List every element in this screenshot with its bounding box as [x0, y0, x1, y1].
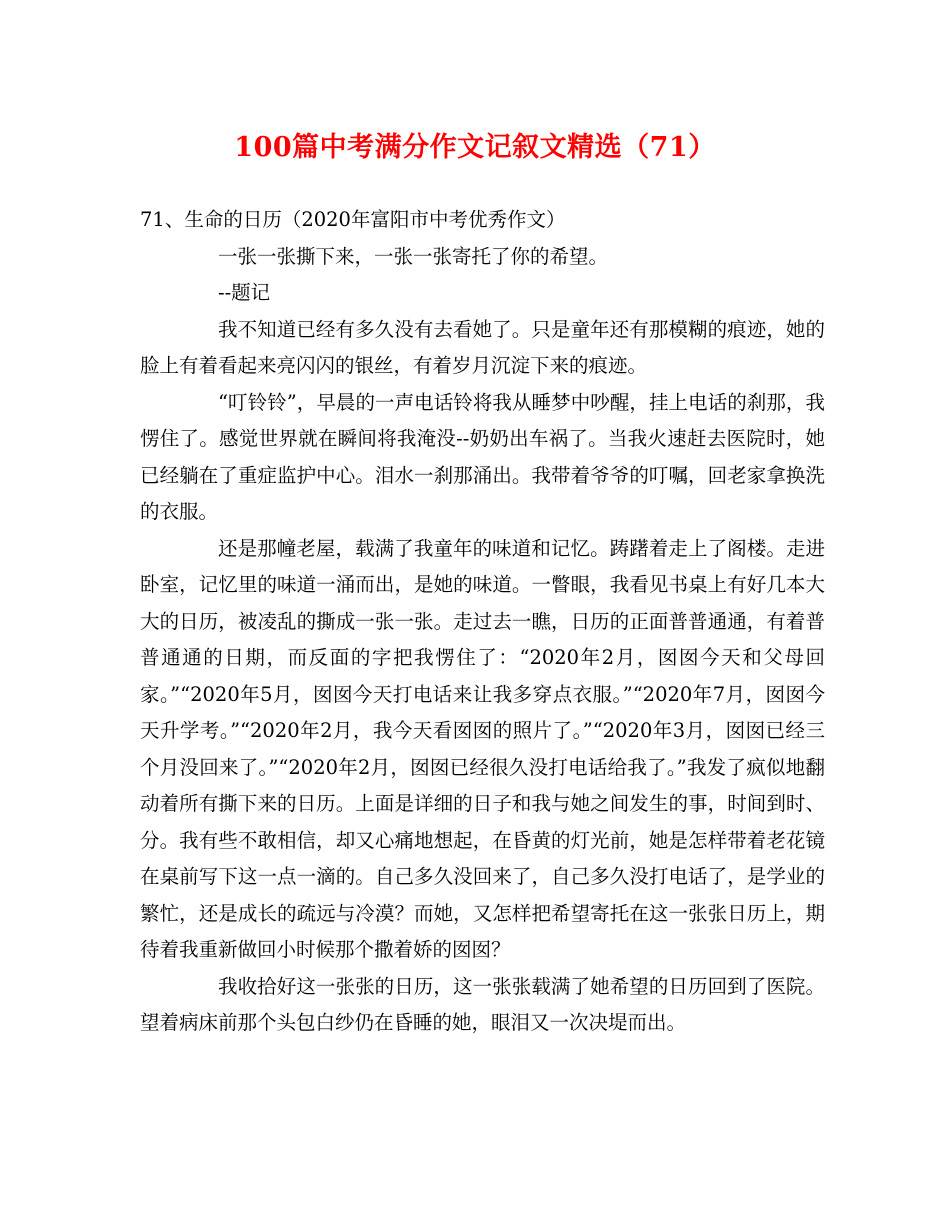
essay-heading: 71、生命的日历（2020年富阳市中考优秀作文）: [140, 208, 566, 231]
epigraph-source: --题记: [218, 281, 271, 304]
body-paragraph: 我收拾好这一张张的日历，这一张张载满了她希望的日历回到了医院。望着病床前那个头包白纱仍在昏睡的她，眼泪又一次决堤而出。: [140, 974, 825, 1034]
document-body: [140, 202, 825, 1042]
body-paragraph: 还是那幢老屋，载满了我童年的味道和记忆。踌躇着走上了阁楼。走进卧室，记忆里的味道一涌而出，是她的味道。一瞥眼，我看见书桌上有好几本大大的日历，被凌乱的撕成一张一张。走过去一瞧，日历的正面普普通通，有着普普通通的日期，而反面的字把我愣住了：“2020年2月，囡囡今天和父母回家。”“2020年5月，囡囡今天打电话来让我多穿点衣服。”“2020年7月，囡囡今天升学考。”“2020年2月，我今天看囡囡的照片了。”“2020年3月，囡囡已经三个月没回来了。”“2020年2月，囡囡已经很久没打电话给我了。”我发了疯似地翻动着所有撕下来的日历。上面是详细的日子和我与她之间发生的事，时间到时、分。我有些不敢相信，却又心痛地想起，在昏黄的灯光前，她是怎样带着老花镜在桌前写下这一点一滴的。自己多久没回来了，自己多久没打电话了，是学业的繁忙，还是成长的疏远与冷漠？而她，又怎样把希望寄托在这一张张日历上，期待着我重新做回小时候那个撒着娇的囡囡？: [140, 536, 825, 961]
epigraph: 一张一张撕下来，一张一张寄托了你的希望。: [218, 244, 609, 268]
body-paragraph: “叮铃铃”，早晨的一声电话铃将我从睡梦中吵醒，挂上电话的刹那，我愣住了。感觉世界就在瞬间将我淹没--奶奶出车祸了。当我火速赶去医院时，她已经躺在了重症监护中心。泪水一刹那涌出。我带着爷爷的叮嘱，回老家拿换洗的衣服。: [140, 390, 825, 523]
document-title: 100篇中考满分作文记叙文精选（71）: [234, 132, 716, 163]
body-paragraph: 我不知道已经有多久没有去看她了。只是童年还有那模糊的痕迹，她的脸上有着看起来亮闪闪的银丝，有着岁月沉淀下来的痕迹。: [140, 317, 825, 377]
